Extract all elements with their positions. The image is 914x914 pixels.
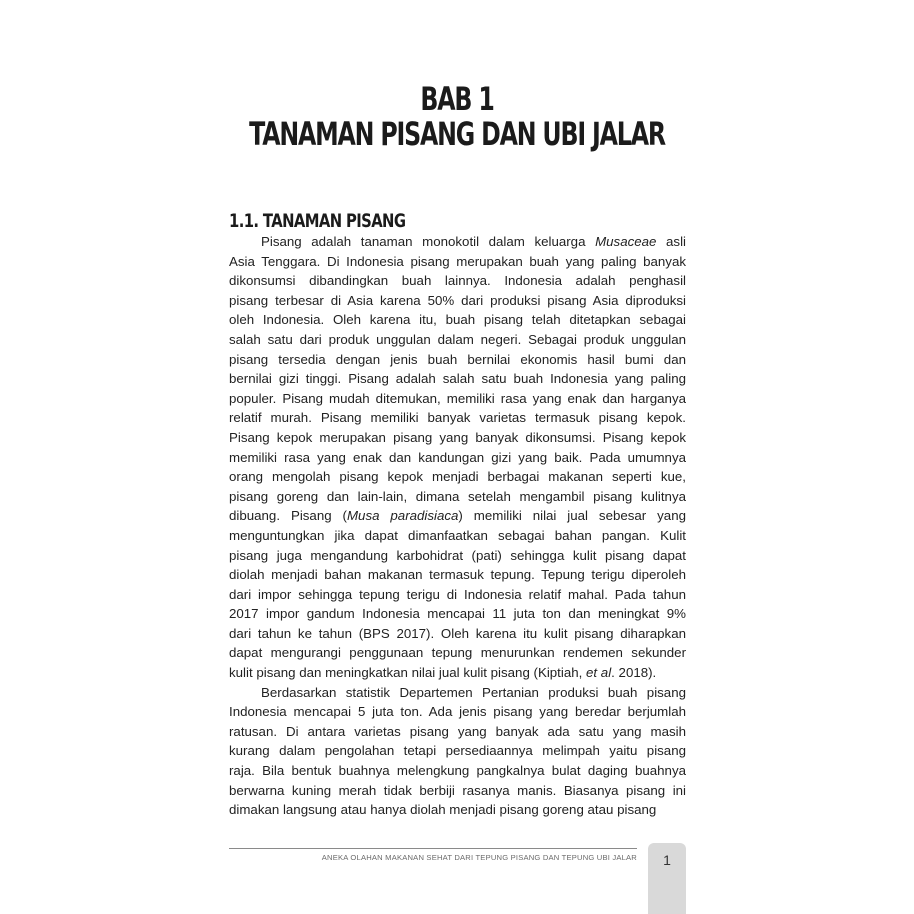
text-line: [229, 546, 686, 566]
running-footer-title: ANEKA OLAHAN MAKANAN SEHAT DARI TEPUNG PISANG DAN TEPUNG UBI JALAR: [321, 853, 637, 862]
text-run: oleh Indonesia. Oleh karena itu, buah pisang telah ditetapkan sebagai: [229, 312, 686, 328]
text-line: [229, 702, 686, 722]
text-run: dari tahun ke tahun (BPS 2017). Oleh karena itu kulit pisang diharapkan: [229, 625, 686, 641]
text-run: Indonesia mencapai 5 juta ton. Ada jenis pisang yang beredar berjumlah: [229, 704, 686, 720]
footer-divider: [229, 848, 637, 849]
text-line: [229, 389, 686, 409]
text-line: [229, 350, 686, 370]
chapter-name: TANAMAN PISANG DAN UBI JALAR: [249, 115, 665, 153]
text-run: ratusan. Di antara varietas pisang yang banyak ada satu yang masih: [229, 723, 686, 739]
text-line: [229, 643, 686, 663]
text-line: [229, 781, 686, 801]
text-run: dikonsumsi dibandingkan buah lainnya. Indonesia adalah penghasil: [229, 273, 686, 289]
italic-term: Musa paradisiaca: [346, 508, 459, 524]
text-line: [229, 232, 686, 252]
text-line: [229, 428, 686, 448]
text-run: menguntungkan jika dapat dimanfaatkan sebagai bahan pangan. Kulit: [229, 527, 686, 543]
text-run: kulit pisang dan meningkatkan nilai jual kulit pisang (Kiptiah,: [229, 665, 587, 681]
text-run: dimakan langsung atau hanya diolah menjadi pisang goreng atau pisang: [229, 802, 657, 818]
text-line: [229, 408, 686, 428]
text-run: kurang dalam pengolahan tetapi persediaannya melimpah yaitu pisang: [229, 743, 686, 759]
page-number: 1: [663, 852, 671, 868]
paragraph-1: [229, 232, 686, 683]
text-line: [229, 800, 686, 820]
text-run: Berdasarkan statistik Departemen Pertanian produksi buah pisang: [261, 684, 686, 700]
text-line: [229, 467, 686, 487]
text-line: [229, 624, 686, 644]
text-run: dapat mengurangi penggunaan tepung menurunkan rendemen sekunder: [229, 645, 686, 661]
text-line: [229, 604, 686, 624]
chapter-number: BAB 1: [420, 80, 494, 118]
text-line: [229, 369, 686, 389]
text-run: asli: [656, 234, 686, 249]
text-line: [229, 761, 686, 781]
text-run: bernilai gizi tinggi. Pisang adalah salah satu buah Indonesia yang paling: [229, 371, 686, 387]
text-run: memiliki rasa yang enak dan kandungan gizi yang baik. Pada umumnya: [229, 449, 686, 465]
text-line: [229, 487, 686, 507]
text-line: [229, 585, 686, 605]
text-line: [229, 271, 686, 291]
text-run: populer. Pisang mudah ditemukan, memiliki rasa yang enak dan harganya: [229, 390, 686, 406]
text-run: berwarna kuning merah tidak berbiji rasanya manis. Biasanya pisang ini: [229, 782, 686, 798]
text-line: [229, 741, 686, 761]
text-run: dari impor sehingga tepung terigu di Indonesia relatif mahal. Pada tahun: [229, 586, 686, 602]
page-number-tab: [648, 843, 686, 914]
text-run: pisang juga mengandung karbohidrat (pati) sehingga kulit pisang dapat: [229, 547, 686, 563]
text-run: salah satu dari produk unggulan dalam negeri. Sebagai produk unggulan: [229, 331, 686, 347]
text-run: dibuang. Pisang (: [229, 508, 347, 524]
text-run: relatif murah. Pisang memiliki banyak varietas termasuk pisang kepok.: [229, 410, 686, 426]
text-run: diolah menjadi bahan makanan termasuk tepung. Tepung terigu diperoleh: [229, 567, 686, 583]
text-line: [229, 663, 686, 683]
text-run: pisang tersedia dengan jenis buah bernilai ekonomis hasil bumi dan: [229, 351, 686, 367]
text-line: [229, 291, 686, 311]
text-line: [229, 565, 686, 585]
text-run: Pisang adalah tanaman monokotil dalam keluarga: [261, 234, 596, 249]
text-line: [229, 330, 686, 350]
paragraph-2: [229, 683, 686, 820]
text-run: raja. Bila bentuk buahnya melengkung pangkalnya bulat daging buahnya: [229, 763, 686, 779]
text-run: . 2018).: [611, 665, 657, 681]
text-line: [229, 683, 686, 703]
text-line: [229, 506, 686, 526]
chapter-title: [119, 82, 795, 152]
text-run: pisang goreng dan lain-lain, dimana setelah mengambil pisang kulitnya: [229, 488, 686, 504]
text-line: [229, 448, 686, 468]
text-line: [229, 526, 686, 546]
text-run: 2017 impor gandum Indonesia mencapai 11 juta ton dan meningkat 9%: [229, 606, 686, 622]
text-line: [229, 252, 686, 272]
text-run: pisang terbesar di Asia karena 50% dari produksi pisang Asia diproduksi: [229, 292, 686, 308]
text-run: Asia Tenggara. Di Indonesia pisang merupakan buah yang paling banyak: [229, 253, 686, 269]
text-line: [229, 310, 686, 330]
italic-term: Musaceae: [595, 234, 657, 249]
italic-term: et al: [586, 665, 612, 681]
body-text: [229, 232, 686, 820]
text-run: Pisang kepok merupakan pisang yang banyak dikonsumsi. Pisang kepok: [229, 429, 686, 445]
section-heading: 1.1. TANAMAN PISANG: [229, 210, 406, 232]
text-run: orang mengolah pisang kepok menjadi berbagai makanan seperti kue,: [229, 469, 686, 485]
text-run: ) memiliki nilai jual sebesar yang: [458, 508, 686, 524]
text-line: [229, 722, 686, 742]
